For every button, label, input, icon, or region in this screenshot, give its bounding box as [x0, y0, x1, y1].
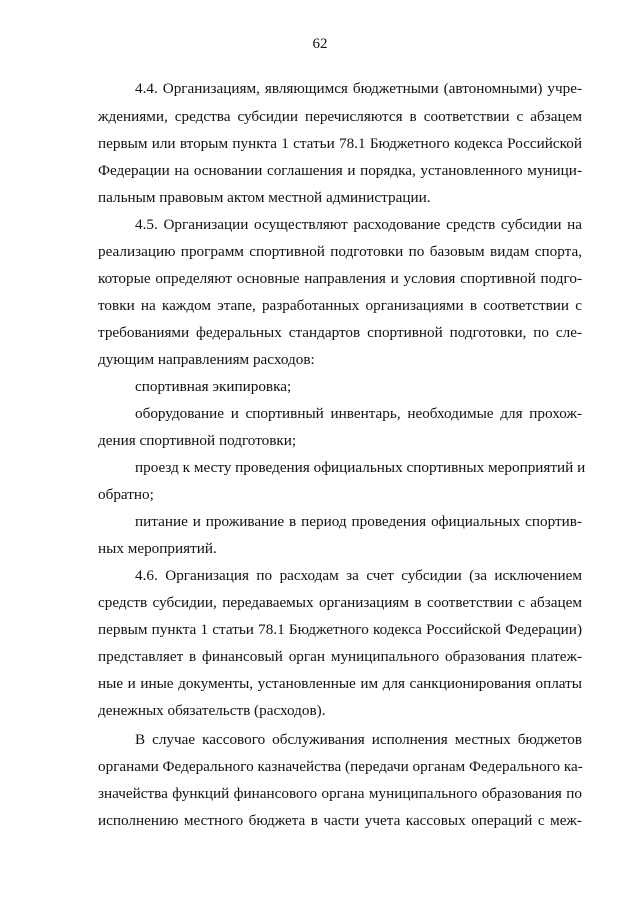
- paragraph-4-6-line-4: представляет в финансовый орган муниципального образования платеж-: [98, 648, 582, 665]
- paragraph-4-6-line-6: денежных обязательств (расходов).: [98, 702, 326, 719]
- paragraph-4-4-line-3: первым или вторым пункта 1 статьи 78.1 Бюджетного кодекса Российской: [98, 135, 582, 152]
- paragraph-4-4-line-1: 4.4. Организациям, являющимся бюджетными (автономными) учре-: [135, 80, 582, 97]
- list-item-inventory-line-2: дения спортивной подготовки;: [98, 432, 297, 449]
- paragraph-4-5-line-6: дующим направлениям расходов:: [98, 351, 315, 368]
- list-item-food-line-2: ных мероприятий.: [98, 540, 217, 557]
- paragraph-4-4-line-4: Федерации на основании соглашения и порядка, установленного муници-: [98, 162, 582, 179]
- paragraph-4-6-line-2: средств субсидии, передаваемых организациям в соответствии с абзацем: [98, 594, 582, 611]
- paragraph-4-5-line-5: требованиями федеральных стандартов спортивной подготовки, по сле-: [98, 324, 582, 341]
- paragraph-4-5-line-1: 4.5. Организации осуществляют расходование средств субсидии на: [135, 216, 582, 233]
- paragraph-4-4-line-2: ждениями, средства субсидии перечисляются в соответствии с абзацем: [98, 108, 582, 125]
- paragraph-4-6-line-1: 4.6. Организация по расходам за счет субсидии (за исключением: [135, 567, 582, 584]
- page-number: 62: [312, 36, 328, 52]
- paragraph-cash-line-3: значейства функций финансового органа муниципального образования по: [98, 785, 582, 802]
- paragraph-4-6-line-3: первым пункта 1 статьи 78.1 Бюджетного кодекса Российской Федерации): [98, 621, 582, 638]
- list-item-inventory-line-1: оборудование и спортивный инвентарь, необходимые для прохож-: [135, 405, 582, 422]
- paragraph-cash-line-4: исполнению местного бюджета в части учета кассовых операций с меж-: [98, 812, 582, 829]
- paragraph-cash-line-1: В случае кассового обслуживания исполнения местных бюджетов: [135, 731, 582, 748]
- paragraph-4-5-line-3: которые определяют основные направления и условия спортивной подго-: [98, 270, 582, 287]
- paragraph-4-4-line-5: пальным правовым актом местной администрации.: [98, 189, 431, 206]
- list-item-travel-line-2: обратно;: [98, 486, 154, 503]
- paragraph-4-5-line-4: товки на каждом этапе, разработанных организациями в соответствии с: [98, 297, 582, 314]
- list-item-equipment: спортивная экипировка;: [135, 378, 292, 395]
- paragraph-4-6-line-5: ные и иные документы, установленные им для санкционирования оплаты: [98, 675, 582, 692]
- paragraph-cash-line-2: органами Федерального казначейства (передачи органам Федерального ка-: [98, 758, 583, 775]
- paragraph-4-5-line-2: реализацию программ спортивной подготовки по базовым видам спорта,: [98, 243, 582, 260]
- list-item-travel-line-1: проезд к месту проведения официальных спортивных мероприятий и: [135, 459, 586, 476]
- list-item-food-line-1: питание и проживание в период проведения официальных спортив-: [135, 513, 582, 530]
